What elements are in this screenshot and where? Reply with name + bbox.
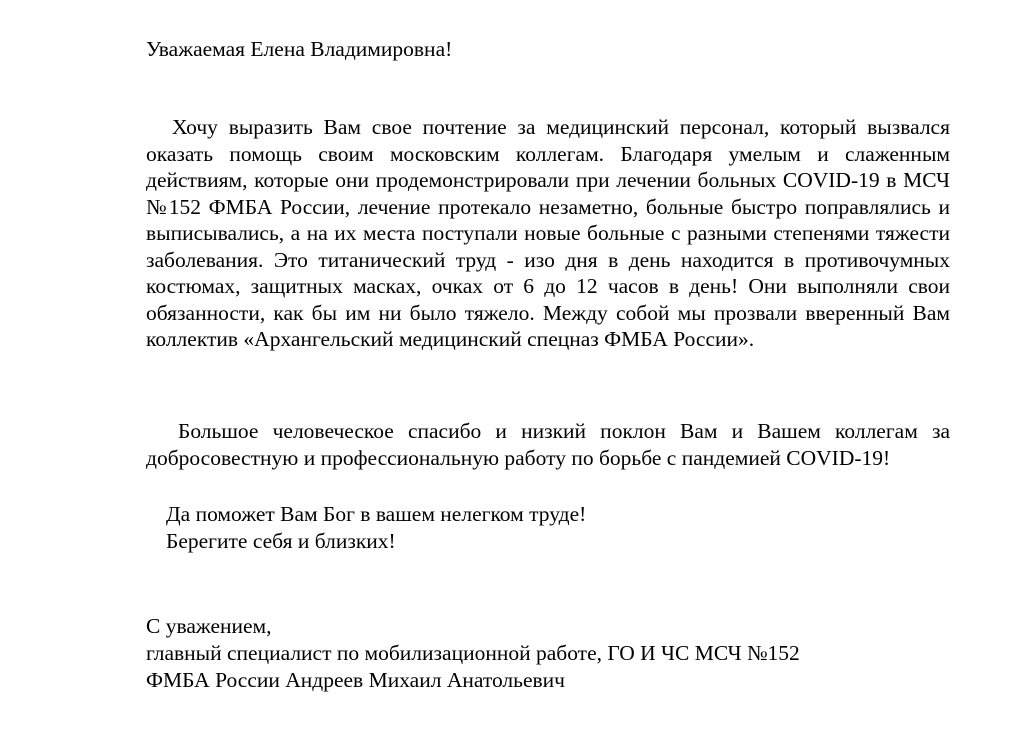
letter-greeting: Уважаемая Елена Владимировна! (146, 37, 453, 61)
signature-position: главный специалист по мобилизационной работе, ГО И ЧС МСЧ №152 (146, 641, 800, 665)
letter-wish-line: Да поможет Вам Бог в вашем нелегком труде! (166, 502, 587, 526)
signature-name: ФМБА России Андреев Михаил Анатольевич (146, 668, 565, 692)
letter-care-line: Берегите себя и близких! (166, 529, 396, 553)
letter-paragraph-2: Большое человеческое спасибо и низкий поклон Вам и Вашем коллегам за добросовестную и профессиональную работу по борьбе с пандемией COVID-19! (146, 419, 950, 470)
signature-closing: С уважением, (146, 614, 272, 638)
letter-paragraph-1: Хочу выразить Вам свое почтение за медицинский персонал, который вызвался оказать помощь своим московским коллегам. Благодаря умелым и слаженным действиям, которые они продемонстрировали при лечении больных COVID-19 в МСЧ №152 ФМБА России, лечение протекало незаметно, больные быстро поправлялись и выписывались, а на их места поступали новые больные с разными степенями тяжести заболевания. Это титанический труд - изо дня в день находится в противочумных костюмах, защитных масках, очках от 6 до 12 часов в день! Они выполняли свои обязанности, как бы им ни было тяжело. Между собой мы прозвали вверенный Вам коллектив «Архангельский медицинский спецназ ФМБА России». (146, 115, 950, 351)
